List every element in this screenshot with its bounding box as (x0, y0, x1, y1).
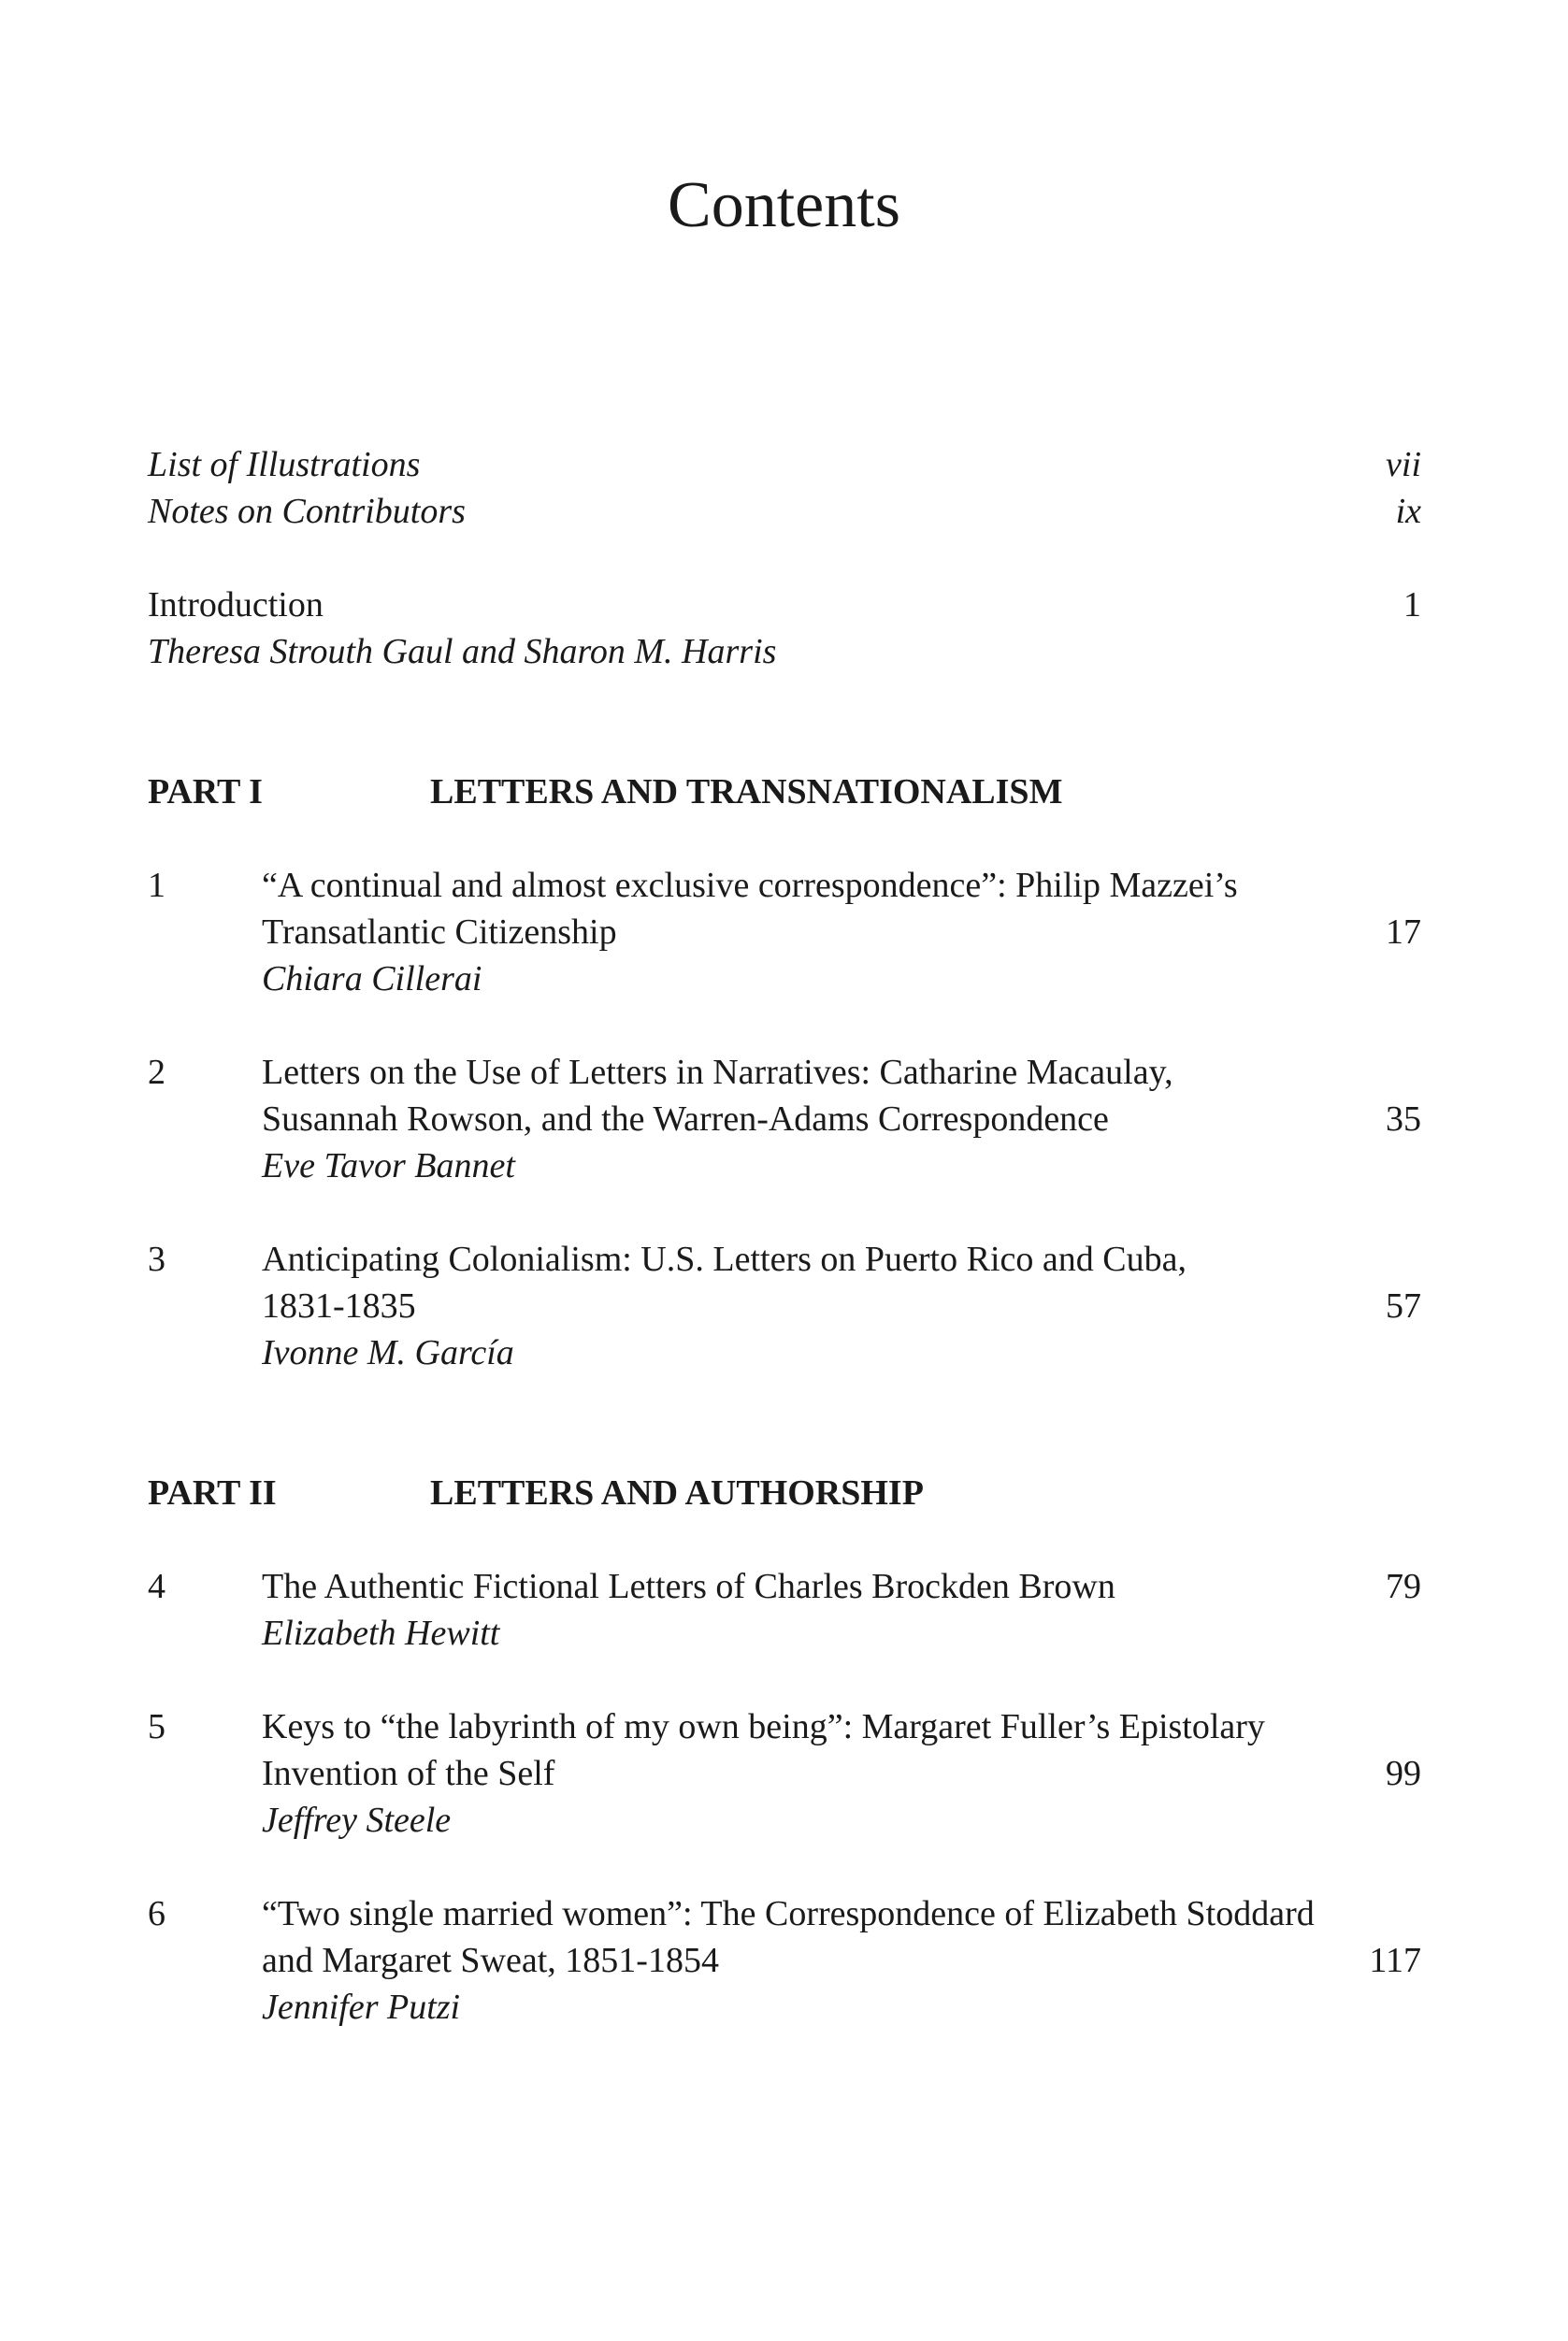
page-number: ix (1395, 492, 1421, 531)
front-matter (148, 441, 1421, 535)
toc-chapter-2[interactable] (148, 1049, 1421, 1189)
chapter-number: 5 (148, 1707, 165, 1746)
toc-chapter-3[interactable] (148, 1236, 1421, 1376)
page-number: 99 (1386, 1754, 1421, 1793)
toc-chapter-6[interactable] (148, 1890, 1421, 2031)
page-number: 35 (1386, 1099, 1421, 1139)
chapter-number: 3 (148, 1240, 165, 1279)
chapter-title-line: “A continual and almost exclusive correspondence”: Philip Mazzei’s (262, 866, 1238, 905)
toc-entry-introduction[interactable] (148, 582, 1421, 675)
chapter-title-line: 1831-1835 (262, 1286, 416, 1326)
chapter-title-line: Transatlantic Citizenship (262, 912, 617, 952)
chapter-number: 1 (148, 866, 165, 905)
page-number: vii (1386, 445, 1421, 484)
page-number: 57 (1386, 1286, 1421, 1326)
part-title: LETTERS AND AUTHORSHIP (430, 1473, 924, 1513)
chapter-number: 6 (148, 1894, 165, 1933)
entry-authors: Theresa Strouth Gaul and Sharon M. Harris (148, 632, 777, 671)
page-number: 117 (1369, 1941, 1421, 1980)
chapter-number: 2 (148, 1053, 165, 1092)
chapter-author: Elizabeth Hewitt (262, 1614, 500, 1653)
toc-entry-illustrations[interactable] (148, 441, 1421, 488)
entry-label: List of Illustrations (148, 445, 421, 484)
toc-entry-contributors[interactable] (148, 488, 1421, 535)
toc-chapter-4[interactable] (148, 1563, 1421, 1657)
part-label: PART I (148, 772, 263, 811)
part-label: PART II (148, 1473, 277, 1513)
entry-label: Notes on Contributors (148, 492, 466, 531)
page-number: 79 (1386, 1567, 1421, 1606)
toc-chapter-5[interactable] (148, 1703, 1421, 1844)
chapter-title-line: The Authentic Fictional Letters of Charles Brockden Brown (262, 1567, 1115, 1606)
chapter-title-line: Keys to “the labyrinth of my own being”: Margaret Fuller’s Epistolary (262, 1707, 1265, 1746)
chapter-author: Jeffrey Steele (262, 1801, 452, 1840)
chapter-title-line: “Two single married women”: The Correspondence of Elizabeth Stoddard (262, 1894, 1315, 1933)
toc-chapter-1[interactable] (148, 862, 1421, 1002)
chapter-author: Chiara Cillerai (262, 959, 482, 998)
part-title: LETTERS AND TRANSNATIONALISM (430, 772, 1063, 811)
chapter-number: 4 (148, 1567, 165, 1606)
chapter-author: Ivonne M. García (262, 1333, 514, 1372)
chapter-title-line: Letters on the Use of Letters in Narratives: Catharine Macaulay, (262, 1053, 1173, 1092)
page-title: Contents (668, 169, 900, 241)
entry-label: Introduction (148, 585, 324, 625)
chapter-author: Eve Tavor Bannet (262, 1146, 515, 1185)
chapter-title-line: Invention of the Self (262, 1754, 555, 1793)
part-heading (148, 1470, 1421, 1516)
page-number: 17 (1386, 912, 1421, 952)
chapter-title-line: Susannah Rowson, and the Warren-Adams Correspondence (262, 1099, 1109, 1139)
chapter-author: Jennifer Putzi (262, 1988, 461, 2027)
page-number: 1 (1403, 585, 1421, 625)
part-heading (148, 768, 1421, 815)
chapter-title-line: and Margaret Sweat, 1851-1854 (262, 1941, 719, 1980)
chapter-title-line: Anticipating Colonialism: U.S. Letters on Puerto Rico and Cuba, (262, 1240, 1187, 1279)
